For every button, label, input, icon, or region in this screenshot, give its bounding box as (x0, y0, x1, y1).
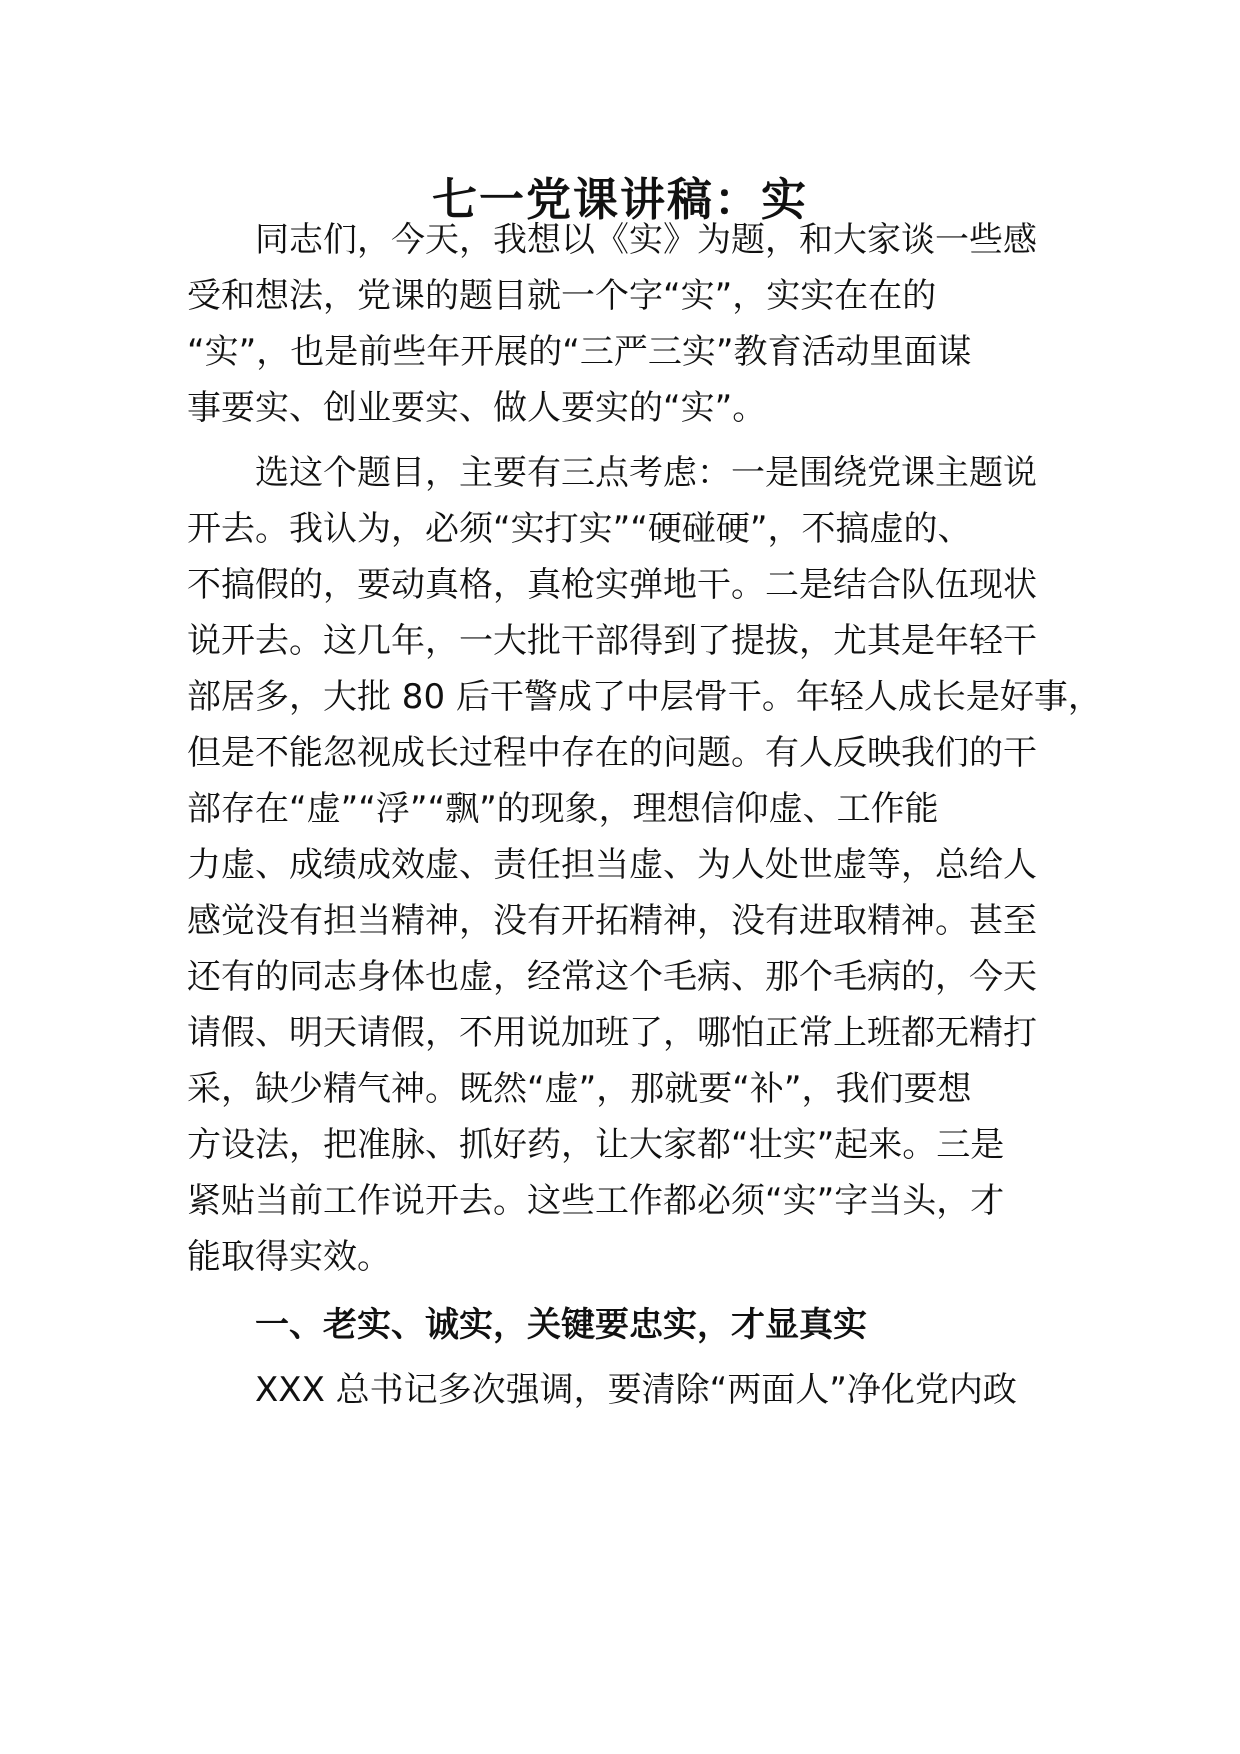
paragraph-line: 说开去。这几年，一大批干部得到了提拔，尤其是年轻干 (187, 621, 1037, 661)
paragraph-line: 力虚、成绩成效虚、责任担当虚、为人处世虚等，总给人 (187, 845, 1037, 885)
paragraph-line: 采，缺少精气神。既然“虚”，那就要“补”，我们要想 (187, 1069, 972, 1109)
section-heading: 一、老实、诚实，关键要忠实，才显真实 (187, 1305, 867, 1345)
paragraph-line: 部存在“虚”“浮”“飘”的现象，理想信仰虚、工作能 (187, 789, 939, 829)
paragraph-line: 事要实、创业要实、做人要实的“实”。 (187, 388, 767, 428)
document-title: 七一党课讲稿：实 (431, 173, 808, 226)
paragraph-line: 部居多，大批 80 后干警成了中层骨干。年轻人成长是好事， (187, 677, 1102, 717)
paragraph-line: 但是不能忽视成长过程中存在的问题。有人反映我们的干 (187, 733, 1037, 773)
paragraph-line: 还有的同志身体也虚，经常这个毛病、那个毛病的，今天 (187, 957, 1037, 997)
paragraph-line: 方设法，把准脉、抓好药，让大家都“壮实”起来。三是 (187, 1125, 1005, 1165)
paragraph-line: 选这个题目，主要有三点考虑：一是围绕党课主题说 (187, 453, 1037, 493)
paragraph-line: 开去。我认为，必须“实打实”“硬碰硬”，不搞虚的、 (187, 509, 972, 549)
paragraph-line: “实”，也是前些年开展的“三严三实”教育活动里面谋 (187, 332, 972, 372)
paragraph-line: 感觉没有担当精神，没有开拓精神，没有进取精神。甚至 (187, 901, 1037, 941)
paragraph-line: 能取得实效。 (187, 1237, 391, 1277)
paragraph-line: XXX 总书记多次强调，要清除“两面人”净化党内政 (187, 1370, 1017, 1410)
paragraph-line: 不搞假的，要动真格，真枪实弹地干。二是结合队伍现状 (187, 565, 1037, 605)
paragraph-line: 受和想法，党课的题目就一个字“实”，实实在在的 (187, 276, 937, 316)
paragraph-line: 请假、明天请假，不用说加班了，哪怕正常上班都无精打 (187, 1013, 1037, 1053)
paragraph-line: 同志们，今天，我想以《实》为题，和大家谈一些感 (187, 220, 1037, 260)
paragraph-line: 紧贴当前工作说开去。这些工作都必须“实”字当头，才 (187, 1181, 1005, 1221)
